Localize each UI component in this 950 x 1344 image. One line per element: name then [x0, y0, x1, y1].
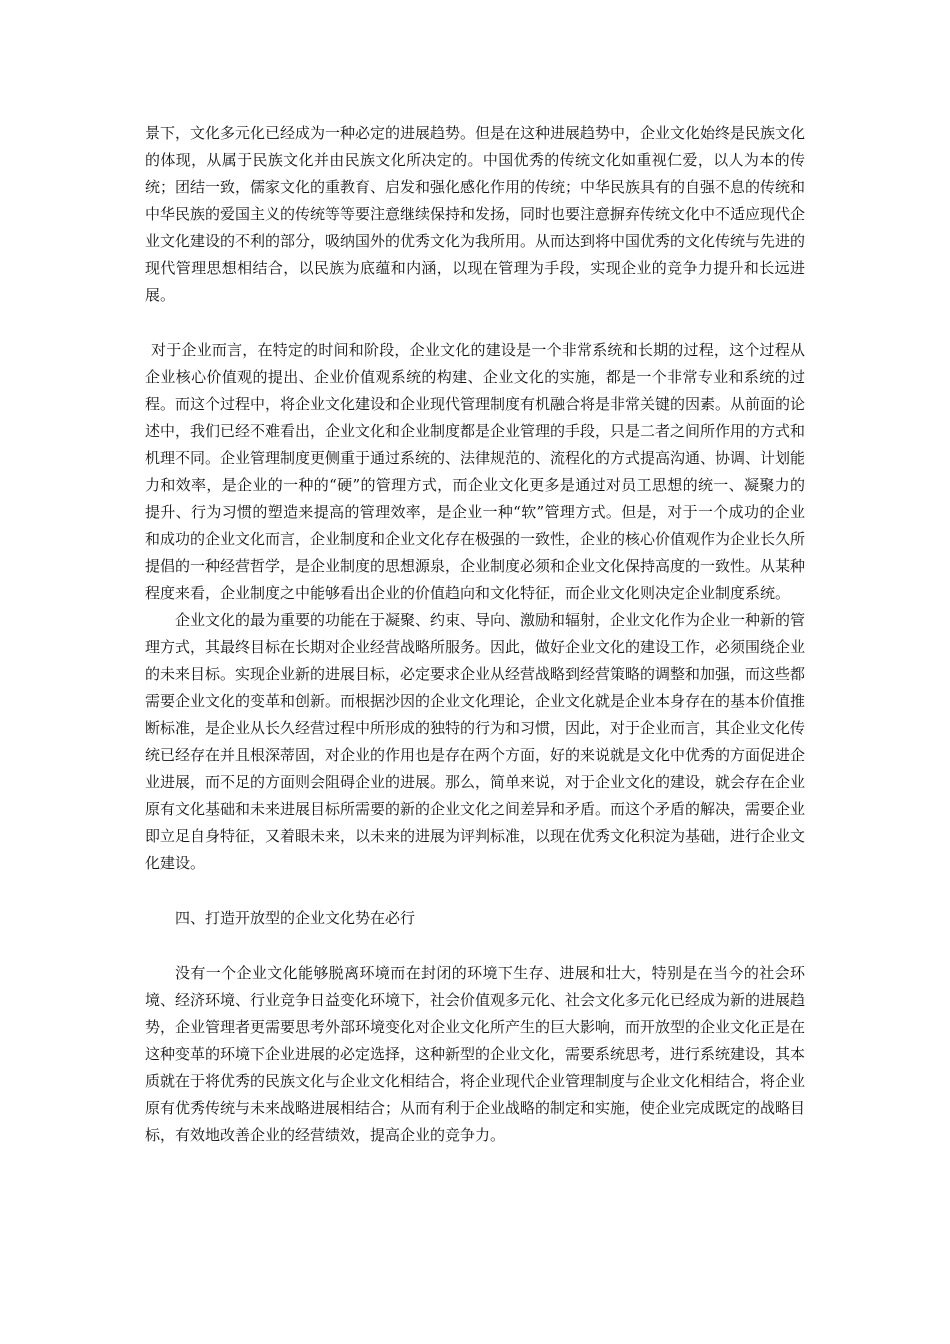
paragraph-national-culture: 景下，文化多元化已经成为一种必定的进展趋势。但是在这种进展趋势中，企业文化始终是民族文化的体现，从属于民族文化并由民族文化所决定的。中国优秀的传统文化如重视仁爱，以人为本的传统；团结一致，儒家文化的重教育、启发和强化感化作用的传统；中华民族具有的自强不息的传统和中华民族的爱国主义的传统等等要注意继续保持和发扬，同时也要注意摒弃传统文化中不适应现代企业文化建设的不利的部分，吸纳国外的优秀文化为我所用。从而达到将中国优秀的文化传统与先进的现代管理思想相结合，以民族为底蕴和内涵，以现在管理为手段，实现企业的竞争力提升和长远进展。	[145, 124, 806, 304]
paragraph-open-culture: 没有一个企业文化能够脱离环境而在封闭的环境下生存、进展和壮大，特别是在当今的社会环境、经济环境、行业竞争日益变化环境下，社会价值观多元化、社会文化多元化已经成为新的进展趋势，企业管理者更需要思考外部环境变化对企业文化所产生的巨大影响，而开放型的企业文化正是在这种变革的环境下企业进展的必定选择，这种新型的企业文化，需要系统思考，进行系统建设，其本质就在于将优秀的民族文化与企业文化相结合，将企业现代企业管理制度与企业文化相结合，将企业原有优秀传统与未来战略进展相结合；从而有利于企业战略的制定和实施，使企业完成既定的战略目标，有效地改善企业的经营绩效，提高企业的竞争力。	[145, 964, 806, 1144]
document-page	[145, 120, 805, 1149]
section-heading: 四、打造开放型的企业文化势在必行	[175, 909, 416, 927]
paragraph-culture-and-system: 对于企业而言，在特定的时间和阶段，企业文化的建设是一个非常系统和长期的过程，这个过程从企业核心价值观的提出、企业价值观系统的构建、企业文化的实施，都是一个非常专业和系统的过程。而这个过程中，将企业文化建设和企业现代管理制度有机融合将是非常关键的因素。从前面的论述中，我们已经不难看出，企业文化和企业制度都是企业管理的手段，只是二者之间所作用的方式和机理不同。企业管理制度更侧重于通过系统的、法律规范的、流程化的方式提高沟通、协调、计划能力和效率，是企业的一种的“硬”的管理方式，而企业文化更多是通过对员工思想的统一、凝聚力的提升、行为习惯的塑造来提高的管理效率，是企业一种“软”管理方式。但是，对于一个成功的企业和成功的企业文化而言，企业制度和企业文化存在极强的一致性，企业的核心价值观作为企业长久所提倡的一种经营哲学，是企业制度的思想源泉，企业制度必须和企业文化保持高度的一致性。从某种程度来看，企业制度之中能够看出企业的价值趋向和文化特征，而企业文化则决定企业制度系统。	[145, 341, 806, 602]
paragraph-culture-functions: 企业文化的最为重要的功能在于凝聚、约束、导向、激励和辐射，企业文化作为企业一种新的管理方式，其最终目标在长期对企业经营战略所服务。因此，做好企业文化的建设工作，必须围绕企业的未来目标。实现企业新的进展目标，必定要求企业从经营战略到经营策略的调整和加强，而这些都需要企业文化的变革和创新。而根据沙因的企业文化理论，企业文化就是企业本身存在的基本价值推断标准，是企业从长久经营过程中所形成的独特的行为和习惯，因此，对于企业而言，其企业文化传统已经存在并且根深蒂固，对企业的作用也是存在两个方面，好的来说就是文化中优秀的方面促进企业进展，而不足的方面则会阻碍企业的进展。那么，简单来说，对于企业文化的建设，就会存在企业原有文化基础和未来进展目标所需要的新的企业文化之间差异和矛盾。而这个矛盾的解决，需要企业即立足自身特征，又着眼未来，以未来的进展为评判标准，以现在优秀文化积淀为基础，进行企业文化建设。	[145, 611, 806, 872]
